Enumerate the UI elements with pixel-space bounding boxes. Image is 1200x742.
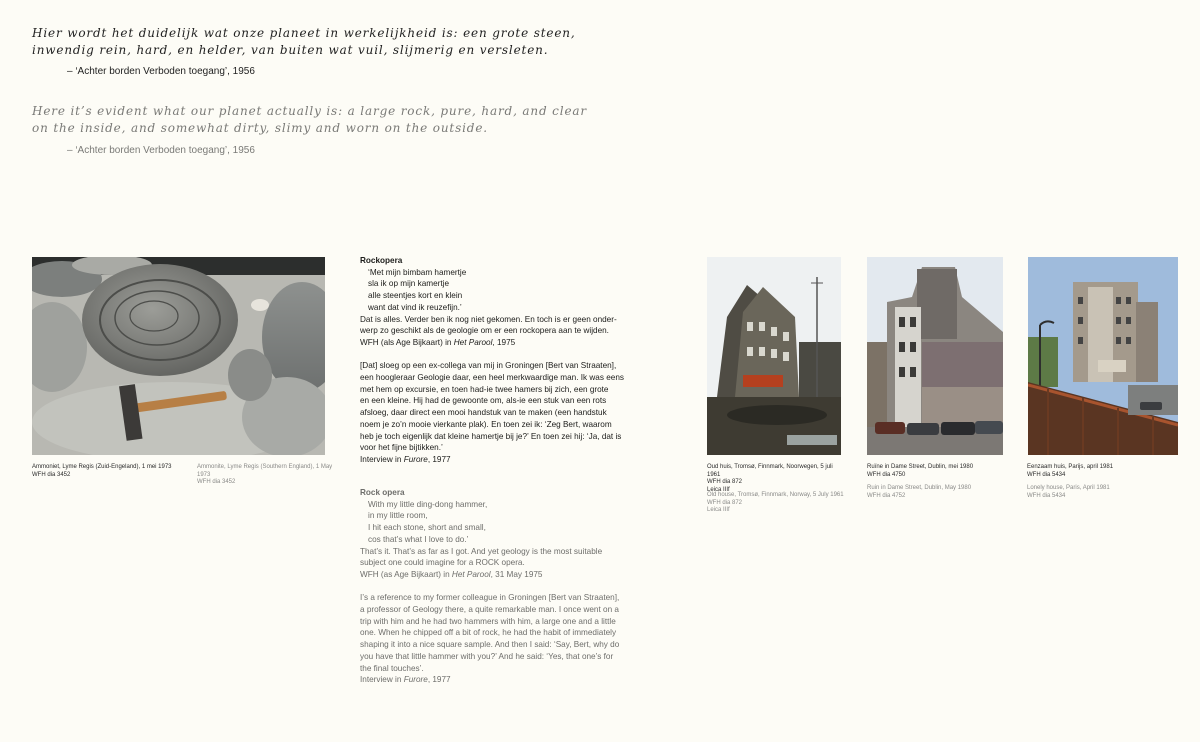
rockopera-paragraph-1: Dat is alles. Verder ben ik nog niet gekomen. En toch is er geen onder- werp zo geschikt als de geologie om er een rockopera aan te wijden.	[360, 314, 617, 336]
caption-ammonite-dutch: Ammoniet, Lyme Regis (Zuid-Engeland), 1 mei 1973 WFH dia 3452	[32, 464, 172, 478]
caption-tromso-dutch: Oud huis, Tromsø, Finnmark, Noorwegen, 5 juli 1961 WFH dia 872 Leica IIIf	[707, 464, 833, 493]
tromso-house-photo	[707, 257, 841, 455]
caption-ammonite-english: Ammonite, Lyme Regis (Southern England), 1 May 1973 WFH dia 3452	[197, 464, 333, 485]
quote-english: Here it’s evident what our planet actually is: a large rock, pure, hard, and clear on the inside, and somewhat dirty, slimy and worn on the outside.	[32, 104, 587, 135]
quote-source-dutch: – ‘Achter borden Verboden toegang’, 1956	[67, 66, 255, 77]
rock-opera-credit-1: WFH (as Age Bijkaart) in Het Parool, 31 May 1975	[360, 569, 543, 579]
rock-opera-paragraph-1: That’s it. That’s as far as I got. And yet geology is the most suitable subject one could imagine for a ROCK opera.	[360, 546, 603, 568]
caption-tromso-english: Old house, Tromsø, Finnmark, Norway, 5 July 1961 WFH dia 872 Leica IIIf	[707, 492, 844, 513]
rock-opera-verse: With my little ding-dong hammer, in my little room, I hit each stone, short and small, cos that’s what I love to do.’	[368, 499, 488, 544]
caption-paris-english: Lonely house, Paris, April 1981 WFH dia 5434	[1027, 485, 1110, 499]
caption-dublin-english: Ruin in Dame Street, Dublin, May 1980 WFH dia 4752	[867, 485, 972, 499]
quote-source-english: – ‘Achter borden Verboden toegang’, 1956	[67, 145, 255, 156]
ammonite-photo	[32, 257, 325, 455]
paris-lonely-house-photo	[1028, 257, 1178, 455]
rock-opera-credit-2: Interview in Furore, 1977	[360, 675, 451, 685]
quote-dutch: Hier wordt het duidelijk wat onze planeet in werkelijkheid is: een grote steen, inwendig rein, hard, en helder, van buiten wat vuil, slijmerig en versleten.	[32, 26, 576, 57]
caption-paris-dutch: Eenzaam huis, Parijs, april 1981 WFH dia 5434	[1027, 464, 1114, 478]
dublin-ruin-photo	[867, 257, 1003, 455]
rockopera-verse: ‘Met mijn bimbam hamertje sla ik op mijn kamertje alle steentjes kort en klein want dat vind ik reuzefijn.’	[368, 267, 467, 312]
rock-opera-english-column	[360, 487, 630, 686]
rockopera-credit-1: WFH (als Age Bijkaart) in Het Parool, 1975	[360, 337, 516, 347]
rockopera-title: Rockopera	[360, 256, 403, 265]
rock-opera-paragraph-2: I’s a reference to my former colleague in Groningen [Bert van Straaten], a professor of Geology there, a quite remarkable man. I once went on a trip with him and he had two hammers with him, a large one and a little one. When he chipped off a bit of rock, he had the habit of immediately shaping it into a nice square sample. And then I said: ‘Say, Bert, why do you have that little hammer with you?’ And he said: ‘Yes, that one’s for the final touches’.	[360, 593, 620, 673]
rock-opera-title: Rock opera	[360, 488, 405, 497]
rockopera-credit-2: Interview in Furore, 1977	[360, 454, 451, 464]
rockopera-paragraph-2: [Dat] sloeg op een ex-collega van mij in Groningen [Bert van Straaten], een hoogleraar Geologie daar, een heel merkwaardige man. Ik was eens met hem op excursie, en toen had-ie twee hamers bij zich, een grote en een kleine. Hij had de gewoonte om, als-ie een stuk van een rots afsloeg, daar direct een mooi handstuk van te maken (een handstuk noem je zo’n mooie vierkante plak). En toen zei ik: ‘Zeg Bert, waarom heb je toch eigenlijk dat kleine hamertje bij je?’ En toen zei hij: ‘Ja, dat is voor het fijne bijtikken.’	[360, 361, 624, 453]
caption-dublin-dutch: Ruïne in Dame Street, Dublin, mei 1980 WFH dia 4750	[867, 464, 974, 478]
rockopera-dutch-column	[360, 255, 630, 466]
